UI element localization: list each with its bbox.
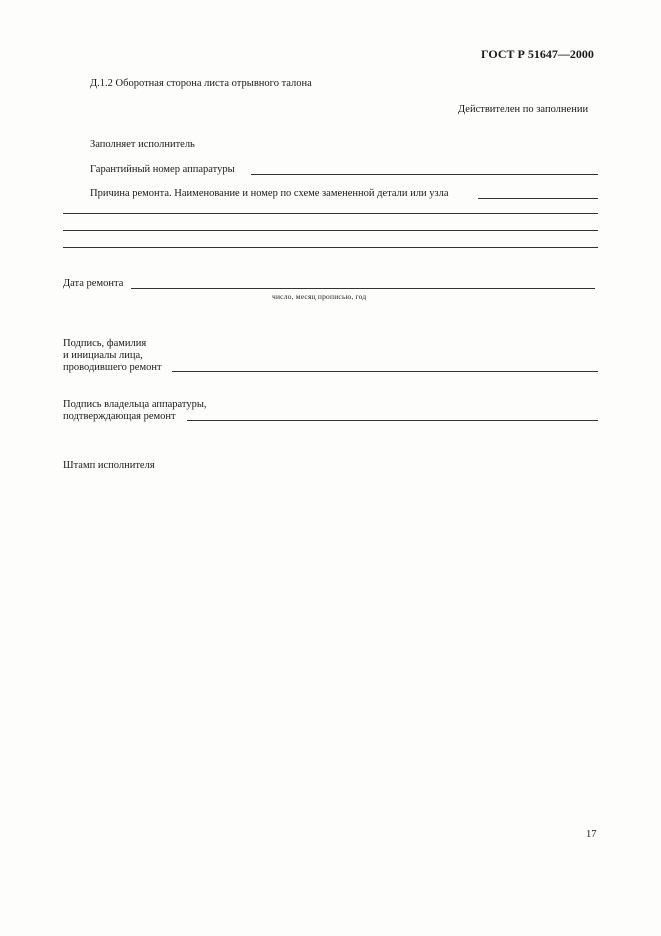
warranty-number-field[interactable] [251, 174, 598, 175]
stamp-label: Штамп исполнителя [63, 460, 155, 471]
page-number: 17 [586, 829, 597, 840]
warranty-number-label: Гарантийный номер аппаратуры [90, 164, 235, 175]
repair-date-field[interactable] [131, 288, 595, 289]
repairer-signature-label-2: и инициалы лица, [63, 350, 143, 361]
repair-date-hint: число, месяц прописью, год [272, 292, 367, 301]
owner-signature-field[interactable] [187, 420, 598, 421]
repair-reason-field-line-3[interactable] [63, 230, 598, 231]
filled-by-label: Заполняет исполнитель [90, 139, 195, 150]
repairer-signature-label-3: проводившего ремонт [63, 362, 162, 373]
document-code: ГОСТ Р 51647—2000 [481, 47, 594, 61]
validity-note: Действителен по заполнении [458, 104, 589, 115]
repair-reason-field[interactable] [478, 198, 598, 199]
repair-reason-label: Причина ремонта. Наименование и номер по схеме замененной детали или узла [90, 188, 449, 199]
repair-date-label: Дата ремонта [63, 278, 124, 289]
repair-reason-field-line-4[interactable] [63, 247, 598, 248]
repair-reason-field-line-2[interactable] [63, 213, 598, 214]
owner-signature-label-2: подтверждающая ремонт [63, 411, 176, 422]
repairer-signature-field[interactable] [172, 371, 598, 372]
section-title: Д.1.2 Оборотная сторона листа отрывного талона [90, 78, 312, 89]
repairer-signature-label-1: Подпись, фамилия [63, 338, 147, 349]
owner-signature-label-1: Подпись владельца аппаратуры, [63, 399, 207, 410]
